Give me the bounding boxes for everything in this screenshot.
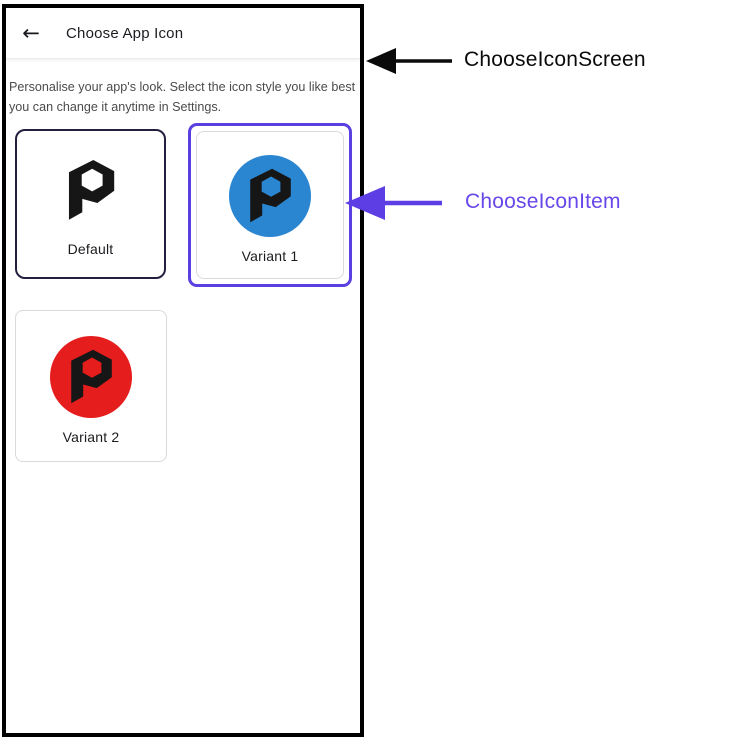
p-logo-icon bbox=[62, 153, 120, 228]
screen-description: Personalise your app's look. Select the icon style you like best you can change it anytime in Settings. bbox=[9, 79, 356, 115]
back-button[interactable] bbox=[14, 16, 48, 50]
annotation-label-screen: ChooseIconScreen bbox=[464, 48, 646, 71]
icon-card-variant1[interactable] bbox=[196, 131, 344, 279]
selection-outline[interactable] bbox=[188, 123, 352, 287]
icon-label-variant2: Variant 2 bbox=[62, 429, 120, 445]
screen-title: Choose App Icon bbox=[66, 24, 184, 42]
phone-frame bbox=[2, 4, 364, 737]
icon-label-variant1: Variant 1 bbox=[241, 248, 299, 264]
annotation-label-item: ChooseIconItem bbox=[465, 190, 621, 213]
app-icon-red-circle bbox=[50, 336, 132, 418]
p-logo-icon bbox=[244, 163, 296, 229]
icon-card-variant2[interactable] bbox=[15, 310, 167, 462]
app-icon-blue-circle bbox=[229, 155, 311, 237]
back-arrow-icon: ← bbox=[22, 21, 40, 45]
app-header bbox=[6, 8, 360, 59]
annotation-arrow-screen bbox=[366, 48, 452, 74]
p-logo-icon bbox=[65, 344, 117, 410]
icon-card-default[interactable] bbox=[15, 129, 166, 279]
icon-label-default: Default bbox=[67, 241, 114, 257]
